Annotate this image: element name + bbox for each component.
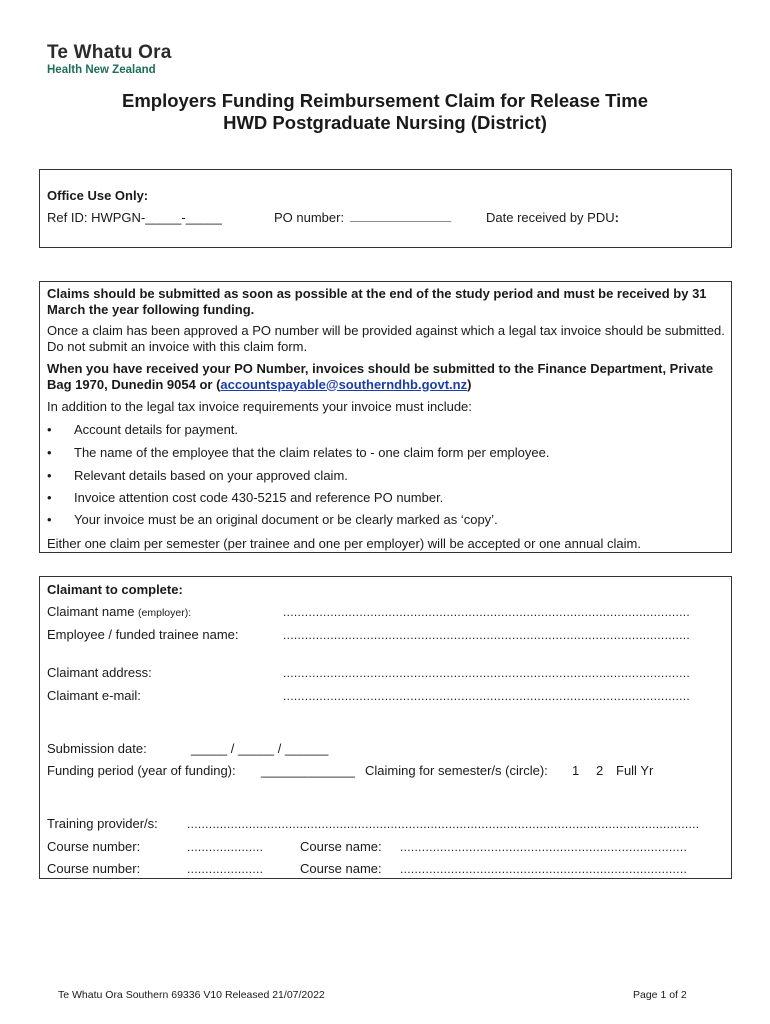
claimant-heading: Claimant to complete: — [47, 582, 183, 597]
date-received-label: Date received by PDU: — [486, 210, 619, 225]
claimant-name-field[interactable]: ................................................................................................................ — [283, 605, 691, 619]
claimant-address-label: Claimant address: — [47, 665, 152, 680]
course-name-field[interactable]: ............................................................................... — [400, 862, 688, 876]
claimant-email-field[interactable]: ................................................................................................................ — [283, 689, 691, 703]
po-number-label: PO number: — [274, 210, 345, 225]
course-name-field[interactable]: ............................................................................... — [400, 840, 688, 854]
course-number-label: Course number: — [47, 839, 141, 854]
training-provider-label: Training provider/s: — [47, 816, 158, 831]
funding-period-field[interactable]: _____________ — [261, 763, 355, 778]
document-title: Employers Funding Reimbursement Claim for Release Time — [121, 90, 649, 111]
course-number-label: Course number: — [47, 861, 141, 876]
list-item: • Invoice attention cost code 430-5215 and reference PO number. — [47, 490, 444, 505]
accounts-email-link[interactable]: accountspayable@southerndhb.govt.nz — [220, 376, 468, 392]
semester-option-1[interactable]: 1 — [572, 763, 580, 778]
claimant-name-label: Claimant name (employer): — [47, 604, 192, 619]
list-item: • Account details for payment. — [47, 422, 239, 437]
submission-date-field[interactable]: _____ / _____ / ______ — [191, 741, 329, 756]
logo-title: Te Whatu Ora — [47, 42, 172, 63]
course-name-label: Course name: — [300, 839, 382, 854]
semester-option-full-year[interactable]: Full Yr — [616, 763, 654, 778]
invoice-requirements-intro: In addition to the legal tax invoice requirements your invoice must include: — [47, 399, 472, 414]
logo-subtitle: Health New Zealand — [47, 64, 156, 76]
semester-label: Claiming for semester/s (circle): — [365, 763, 548, 778]
training-provider-field[interactable]: ............................................................................................................................................. — [187, 817, 700, 831]
claim-frequency-text: Either one claim per semester (per trainee and one per employer) will be accepted or one annual claim. — [47, 536, 641, 551]
funding-period-label: Funding period (year of funding): — [47, 763, 236, 778]
claimant-email-label: Claimant e-mail: — [47, 688, 141, 703]
footer-document-id: Te Whatu Ora Southern 69336 V10 Released 21/07/2022 — [58, 989, 325, 1001]
course-number-field[interactable]: ..................... — [187, 840, 264, 854]
ref-id-field[interactable]: Ref ID: HWPGN-_____-_____ — [47, 210, 222, 225]
submission-deadline-text: Claims should be submitted as soon as possible at the end of the study period and must be received by 31 March the year following funding. — [47, 286, 707, 317]
list-item: • The name of the employee that the claim relates to - one claim form per employee. — [47, 445, 550, 460]
trainee-name-field[interactable]: ................................................................................................................ — [283, 628, 691, 642]
po-number-field[interactable]: ______________ — [350, 208, 452, 223]
footer-page-number: Page 1 of 2 — [633, 989, 687, 1001]
logo — [47, 42, 172, 77]
submission-date-label: Submission date: — [47, 741, 147, 756]
po-number-info-text: Once a claim has been approved a PO number will be provided against which a legal tax invoice should be submitted. Do not submit an invoice with this claim form. — [47, 323, 725, 354]
finance-address-text: When you have received your PO Number, invoices should be submitted to the Finance Department, Private Bag 1970, Dunedin 9054 or (accountspayable@southerndhb.govt.nz) — [47, 361, 714, 392]
office-use-box — [39, 169, 732, 248]
instructions-box — [39, 281, 732, 553]
document-subtitle: HWD Postgraduate Nursing (District) — [223, 112, 547, 133]
claimant-address-field[interactable]: ................................................................................................................ — [283, 666, 691, 680]
course-name-label: Course name: — [300, 861, 382, 876]
list-item: • Your invoice must be an original document or be clearly marked as ‘copy’. — [47, 512, 498, 527]
claimant-box — [39, 576, 732, 879]
office-use-heading: Office Use Only: — [47, 188, 149, 203]
list-item: • Relevant details based on your approved claim. — [47, 468, 348, 483]
semester-option-2[interactable]: 2 — [596, 763, 604, 778]
trainee-name-label: Employee / funded trainee name: — [47, 627, 239, 642]
course-number-field[interactable]: ..................... — [187, 862, 264, 876]
